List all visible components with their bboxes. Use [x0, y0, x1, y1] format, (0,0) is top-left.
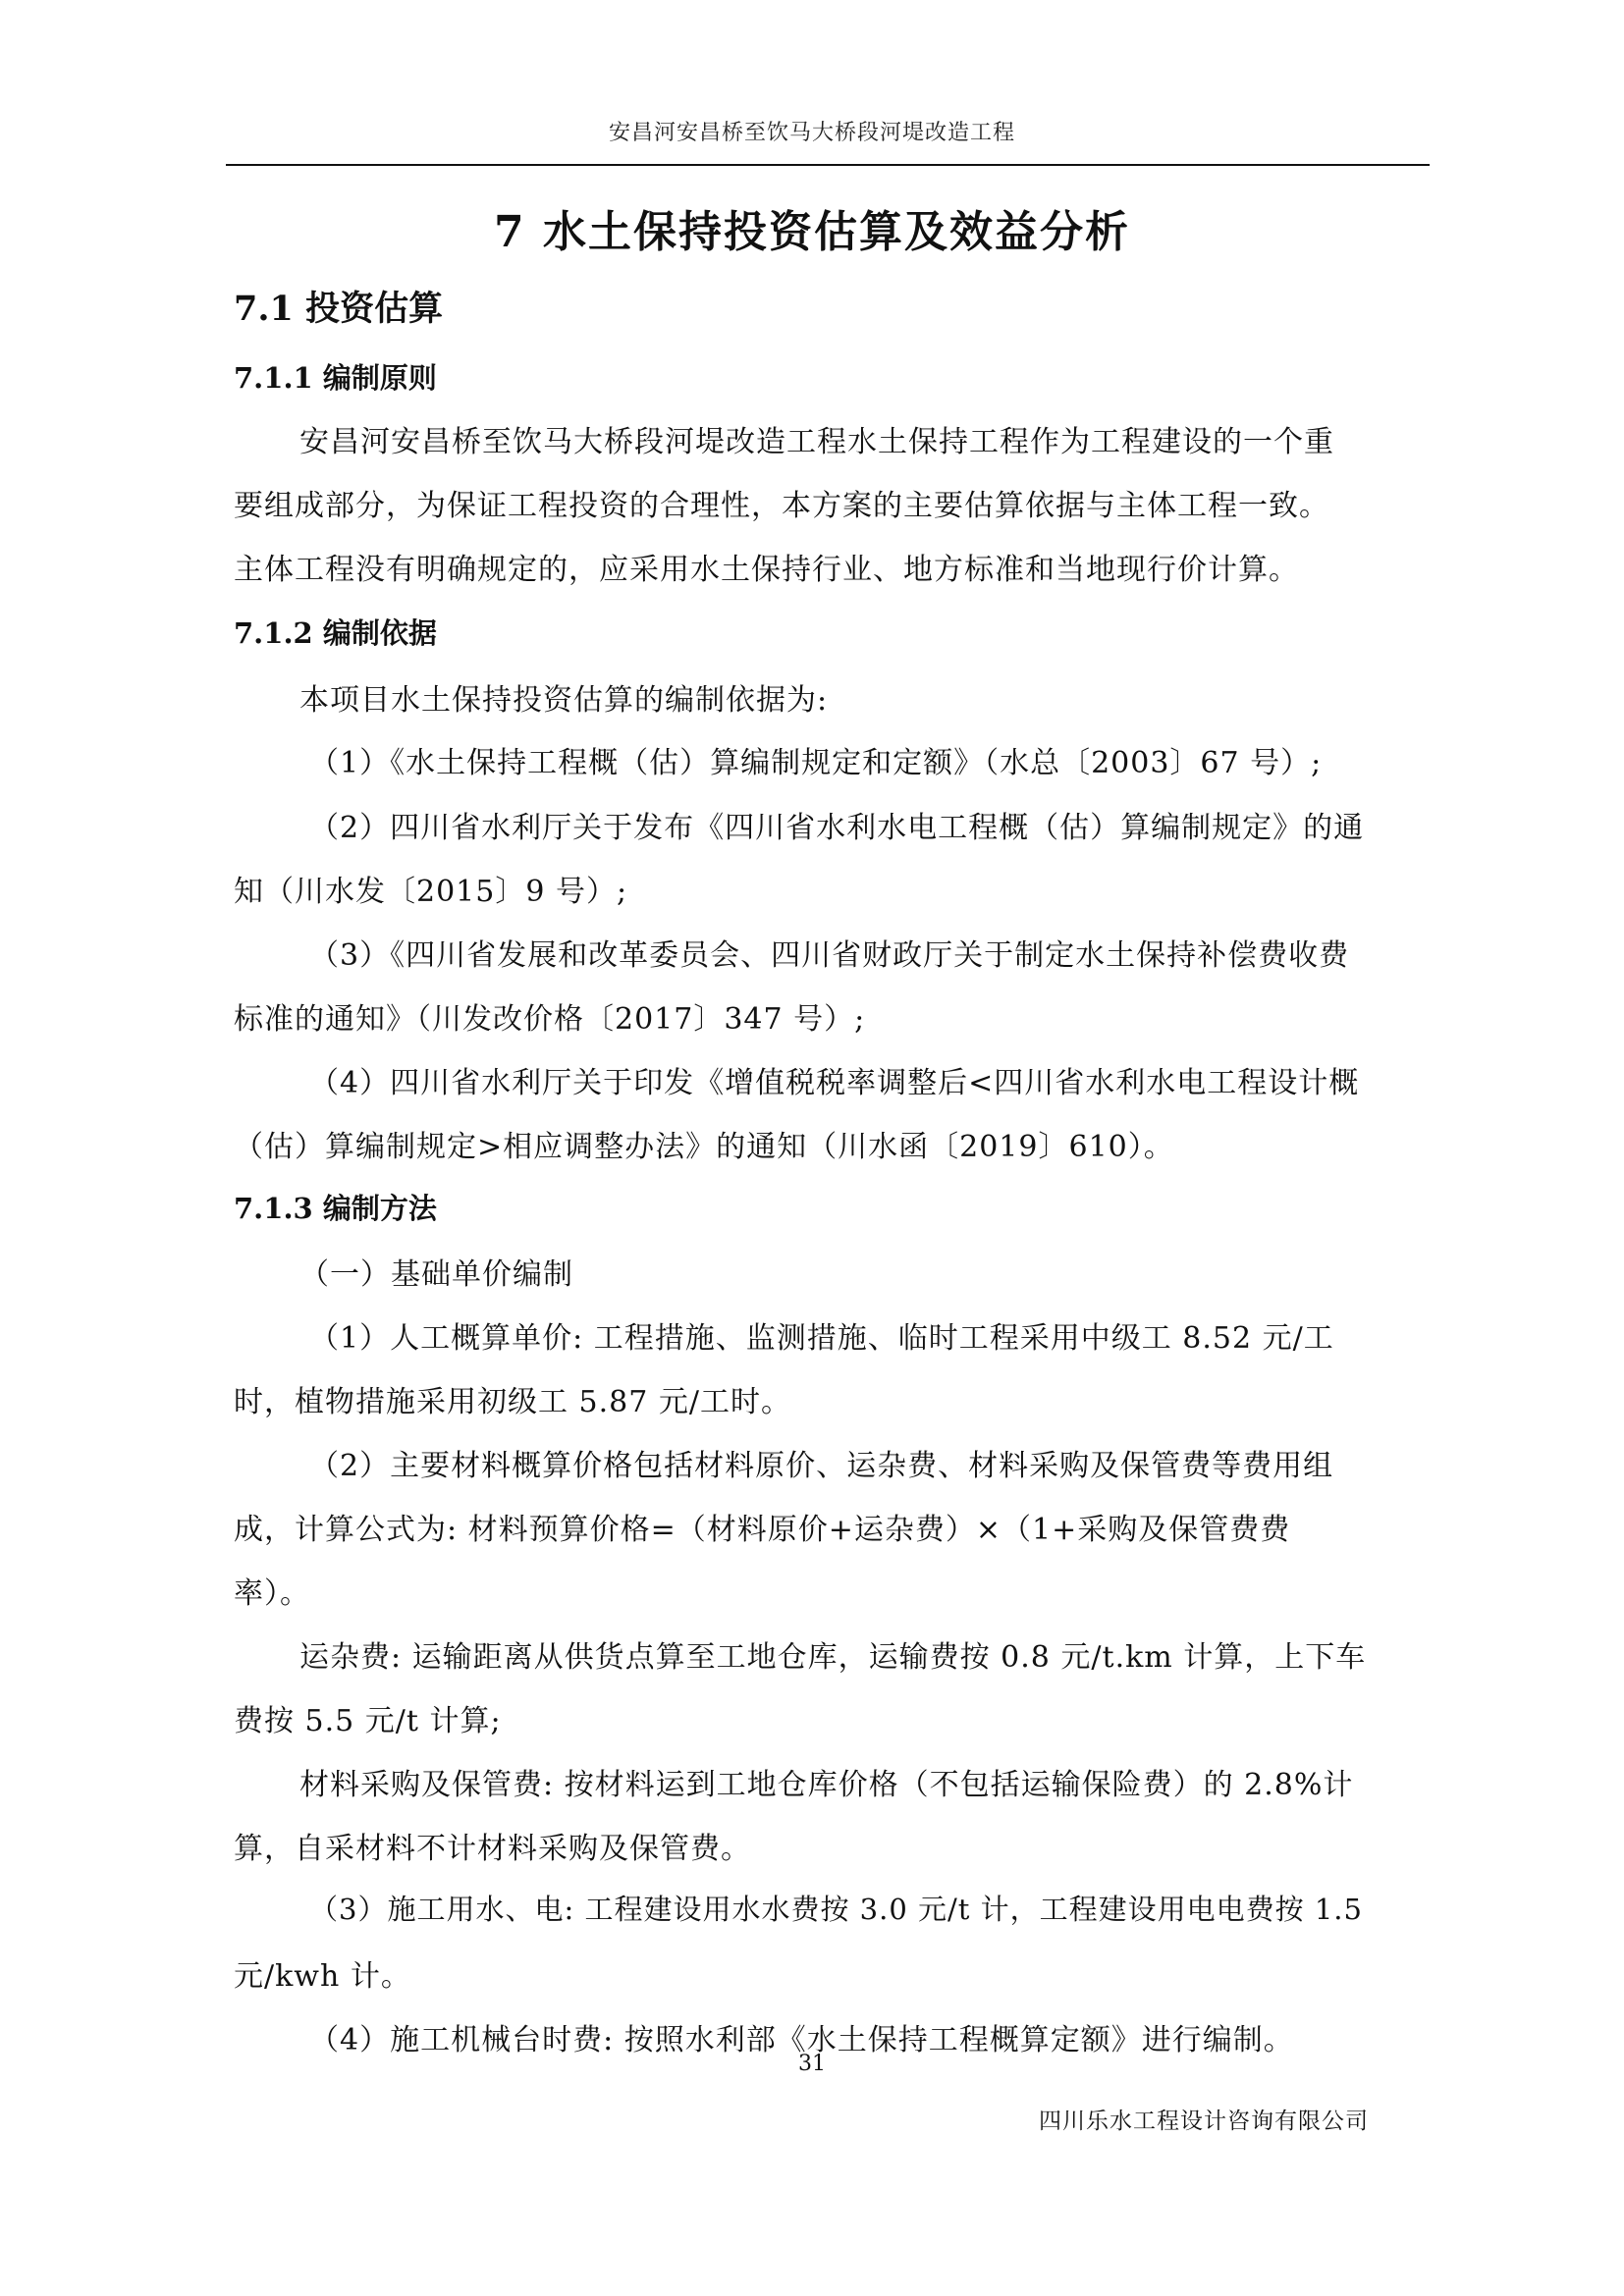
basis-item: （3）《四川省发展和改革委员会、四川省财政厅关于制定水土保持补偿费收费	[309, 938, 1350, 973]
page-number: 31	[798, 2052, 826, 2076]
header-rule	[226, 164, 1430, 166]
method-item: （2）主要材料概算价格包括材料原价、运杂费、材料采购及保管费等费用组	[309, 1449, 1334, 1483]
method-item: （1）人工概算单价: 工程措施、监测措施、临时工程采用中级工 8.52 元/工	[309, 1321, 1334, 1356]
paragraph-line: （一）基础单价编制	[299, 1257, 573, 1292]
paragraph-line: 费按 5.5 元/t 计算;	[234, 1704, 502, 1738]
subsection-heading-method: 7.1.3 编制方法	[234, 1192, 437, 1225]
method-item-continued: 时，植物措施采用初级工 5.87 元/工时。	[234, 1385, 791, 1419]
method-item: （4）施工机械台时费: 按照水利部《水土保持工程概算定额》进行编制。	[309, 2023, 1294, 2057]
paragraph-line: 要组成部分，为保证工程投资的合理性，本方案的主要估算依据与主体工程一致。	[234, 489, 1329, 523]
subsection-heading-principles: 7.1.1 编制原则	[234, 361, 437, 395]
paragraph-line: 运杂费: 运输距离从供货点算至工地仓库，运输费按 0.8 元/t.km 计算，上下车	[299, 1640, 1367, 1675]
subsection-heading-basis: 7.1.2 编制依据	[234, 616, 437, 650]
paragraph-line: 主体工程没有明确规定的，应采用水土保持行业、地方标准和当地现行价计算。	[234, 553, 1299, 587]
basis-item-continued: （估）算编制规定>相应调整办法》的通知（川水函〔2019〕610）。	[234, 1130, 1174, 1164]
basis-item: （4）四川省水利厅关于印发《增值税税率调整后<四川省水利水电工程设计概	[309, 1066, 1360, 1100]
chapter-title: 7 水土保持投资估算及效益分析	[494, 207, 1130, 257]
basis-item-continued: 标准的通知》（川发改价格〔2017〕347 号）;	[234, 1002, 866, 1037]
method-item-continued: 率）。	[234, 1576, 310, 1611]
paragraph-line: 本项目水土保持投资估算的编制依据为:	[299, 683, 829, 718]
footer-company: 四川乐水工程设计咨询有限公司	[1039, 2109, 1369, 2134]
paragraph-line: 算，自采材料不计材料采购及保管费。	[234, 1832, 751, 1866]
paragraph-line: 安昌河安昌桥至饮马大桥段河堤改造工程水土保持工程作为工程建设的一个重	[299, 425, 1334, 459]
section-heading: 7.1 投资估算	[234, 289, 444, 329]
method-item-continued: 成，计算公式为: 材料预算价格=（材料原价+运杂费）×（1+采购及保管费费	[234, 1513, 1291, 1547]
basis-item: （2）四川省水利厅关于发布《四川省水利水电工程概（估）算编制规定》的通	[309, 811, 1365, 845]
method-item: （3）施工用水、电: 工程建设用水水费按 3.0 元/t 计，工程建设用电电费按 1.5	[309, 1893, 1363, 1926]
basis-item-continued: 知（川水发〔2015〕9 号）;	[234, 875, 628, 909]
paragraph-line: 材料采购及保管费: 按材料运到工地仓库价格（不包括运输保险费）的 2.8%计	[299, 1768, 1354, 1802]
running-header-title: 安昌河安昌桥至饮马大桥段河堤改造工程	[608, 121, 1015, 145]
method-item-continued: 元/kwh 计。	[234, 1959, 411, 1994]
basis-item: （1）《水土保持工程概（估）算编制规定和定额》（水总〔2003〕67 号）;	[309, 746, 1323, 780]
